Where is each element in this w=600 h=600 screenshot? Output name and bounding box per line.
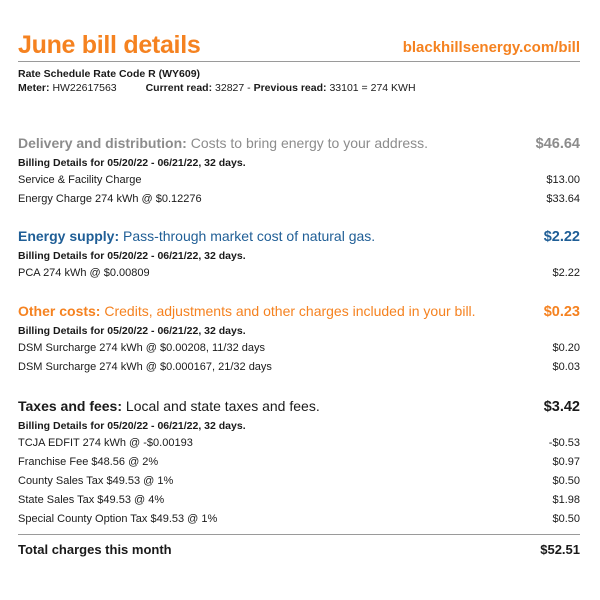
section-taxes-fees	[18, 397, 580, 529]
section-label: Delivery and distribution:	[18, 135, 187, 151]
section-label: Other costs:	[18, 303, 101, 319]
line-amount: $33.64	[546, 193, 580, 205]
bill-header	[18, 26, 580, 60]
line-description: Service & Facility Charge	[18, 174, 142, 186]
section-delivery	[18, 134, 580, 209]
section-label: Energy supply:	[18, 228, 120, 244]
line-amount: $0.50	[552, 513, 580, 525]
section-label: Taxes and fees:	[18, 398, 123, 414]
line-amount: $0.50	[552, 475, 580, 487]
billing-details: Billing Details for 05/20/22 - 06/21/22, 32 days.	[18, 325, 246, 337]
meter-info: Rate Schedule Rate Code R (WY609) Meter: HW22617563 Current read: 32827 - Previous read: 33101 = 274 KWH	[18, 68, 416, 94]
billing-details: Billing Details for 05/20/22 - 06/21/22, 32 days.	[18, 250, 246, 262]
line-item	[18, 190, 580, 209]
line-amount: -$0.53	[548, 437, 580, 449]
previous-read-label: Previous read:	[253, 82, 327, 94]
section-amount: $0.23	[543, 304, 580, 320]
line-amount: $0.97	[552, 456, 580, 468]
header-divider	[18, 61, 580, 62]
section-description: Pass-through market cost of natural gas.	[123, 228, 376, 244]
line-description: DSM Surcharge 274 kWh @ $0.000167, 21/32 days	[18, 361, 272, 373]
line-item	[18, 339, 580, 358]
line-description: County Sales Tax $49.53 @ 1%	[18, 475, 174, 487]
total-row	[18, 542, 580, 557]
total-label: Total charges this month	[18, 542, 172, 557]
line-amount: $0.03	[552, 361, 580, 373]
section-amount: $2.22	[543, 229, 580, 245]
line-description: PCA 274 kWh @ $0.00809	[18, 267, 150, 279]
line-description: Franchise Fee $48.56 @ 2%	[18, 456, 159, 468]
section-amount: $46.64	[535, 136, 580, 152]
line-description: TCJA EDFIT 274 kWh @ -$0.00193	[18, 437, 193, 449]
line-amount: $0.20	[552, 342, 580, 354]
line-item	[18, 264, 580, 283]
line-item	[18, 358, 580, 377]
section-amount: $3.42	[543, 399, 580, 415]
line-amount: $13.00	[546, 174, 580, 186]
previous-read-value: 33101 = 274 KWH	[329, 82, 416, 94]
section-description: Local and state taxes and fees.	[125, 398, 320, 414]
line-description: State Sales Tax $49.53 @ 4%	[18, 494, 165, 506]
line-amount: $2.22	[552, 267, 580, 279]
line-item	[18, 434, 580, 453]
line-description: Special County Option Tax $49.53 @ 1%	[18, 513, 218, 525]
line-item	[18, 510, 580, 529]
rate-schedule: Rate Schedule Rate Code R (WY609)	[18, 68, 201, 80]
total-amount: $52.51	[540, 542, 580, 557]
meter-value: HW22617563	[52, 82, 117, 94]
current-read-label: Current read:	[145, 82, 213, 94]
website-link[interactable]: blackhillsenergy.com/bill	[402, 39, 580, 56]
section-description: Credits, adjustments and other charges included in your bill.	[104, 303, 476, 319]
section-description: Costs to bring energy to your address.	[190, 135, 429, 151]
section-other-costs	[18, 302, 580, 377]
current-read-value: 32827	[215, 82, 245, 94]
line-item	[18, 472, 580, 491]
billing-details: Billing Details for 05/20/22 - 06/21/22, 32 days.	[18, 157, 246, 169]
line-item	[18, 453, 580, 472]
line-description: DSM Surcharge 274 kWh @ $0.00208, 11/32 days	[18, 342, 265, 354]
meter-label: Meter:	[18, 82, 50, 94]
line-description: Energy Charge 274 kWh @ $0.12276	[18, 193, 202, 205]
line-item	[18, 171, 580, 190]
section-energy-supply	[18, 227, 580, 283]
line-amount: $1.98	[552, 494, 580, 506]
total-divider	[18, 534, 580, 535]
billing-details: Billing Details for 05/20/22 - 06/21/22, 32 days.	[18, 420, 246, 432]
line-item	[18, 491, 580, 510]
page-title: June bill details	[18, 31, 201, 59]
